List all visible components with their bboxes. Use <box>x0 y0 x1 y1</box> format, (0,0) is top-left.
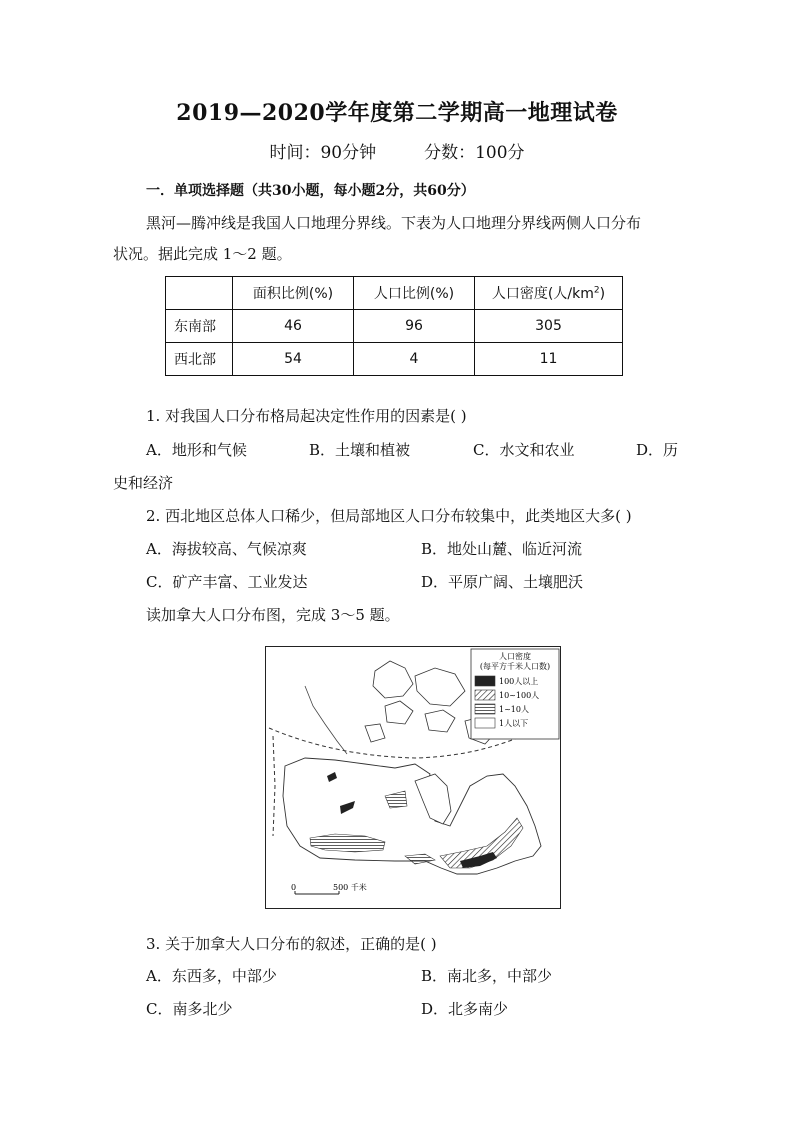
legend-label: 1人以下 <box>499 719 529 728</box>
question-2-option-b: B．地处山麓、临近河流 <box>421 540 583 558</box>
question-2-option-d: D．平原广阔、土壤肥沃 <box>421 573 584 591</box>
legend-swatch-100-plus <box>475 676 495 686</box>
question-3-stem: 3. 关于加拿大人口分布的叙述，正确的是( ) <box>146 935 437 953</box>
table-header: 人口密度(人$/km^2$) <box>475 277 623 310</box>
question-2-option-a: A．海拔较高、气候凉爽 <box>146 540 307 558</box>
question-2-stem: 2. 西北地区总体人口稀少，但局部地区人口分布较集中，此类地区大多( ) <box>146 507 632 525</box>
question-1-option-d: D．历 <box>636 441 679 459</box>
question-1-stem: 1. 对我国人口分布格局起决定性作用的因素是( ) <box>146 407 467 425</box>
question-1-option-b: B．土壤和植被 <box>309 441 411 459</box>
table-cell: 4 <box>354 343 475 376</box>
exam-time: 时间：90分钟 <box>269 143 377 163</box>
legend-swatch-10-100 <box>475 690 495 700</box>
intro-line-1: 黑河—腾冲线是我国人口地理分界线。下表为人口地理分界线两侧人口分布 <box>146 214 642 232</box>
legend-label: 10~100人 <box>499 691 540 700</box>
table-header: 面积比例(%) <box>233 277 354 310</box>
intro-line-2: 状况。据此完成 1～2 题。 <box>113 245 292 263</box>
table-cell: 东南部 <box>166 310 233 343</box>
legend-title-2: (每平方千米人口数) <box>479 662 551 671</box>
legend-label: 1~10人 <box>499 705 529 714</box>
legend-swatch-1-10 <box>475 704 495 714</box>
legend-title-1: 人口密度 <box>499 652 531 661</box>
legend-label: 100人以上 <box>499 677 539 686</box>
question-1-option-d-cont: 史和经济 <box>113 474 174 492</box>
table-corner <box>166 277 233 310</box>
population-table <box>165 276 623 376</box>
scale-zero: 0 <box>291 883 297 892</box>
legend-swatch-below-1 <box>475 718 495 728</box>
intro-2: 读加拿大人口分布图，完成 3～5 题。 <box>146 606 400 624</box>
canada-population-map <box>265 646 561 909</box>
table-row <box>166 310 623 343</box>
table-cell: 46 <box>233 310 354 343</box>
table-row <box>166 343 623 376</box>
question-3-option-c: C．南多北少 <box>146 1000 233 1018</box>
question-3-option-d: D．北多南少 <box>421 1000 509 1018</box>
table-cell: 96 <box>354 310 475 343</box>
page-title: 2019—2020学年度第二学期高一地理试卷 <box>176 100 618 126</box>
table-header-row <box>166 277 623 310</box>
question-1-option-c: C．水文和农业 <box>473 441 575 459</box>
question-1-option-a: A．地形和气候 <box>146 441 247 459</box>
table-cell: 54 <box>233 343 354 376</box>
table-cell: 11 <box>475 343 623 376</box>
question-2-option-c: C．矿产丰富、工业发达 <box>146 573 308 591</box>
table-cell: 305 <box>475 310 623 343</box>
exam-info <box>0 138 794 163</box>
question-3-option-b: B．南北多，中部少 <box>421 967 553 985</box>
exam-score: 分数：100分 <box>424 143 525 163</box>
section-heading: 一．单项选择题（共30小题，每小题2分，共60分） <box>146 183 475 199</box>
question-3-option-a: A．东西多，中部少 <box>146 967 277 985</box>
table-header: 人口比例(%) <box>354 277 475 310</box>
map-legend <box>471 649 559 739</box>
scale-label: 500 千米 <box>333 883 367 892</box>
table-cell: 西北部 <box>166 343 233 376</box>
